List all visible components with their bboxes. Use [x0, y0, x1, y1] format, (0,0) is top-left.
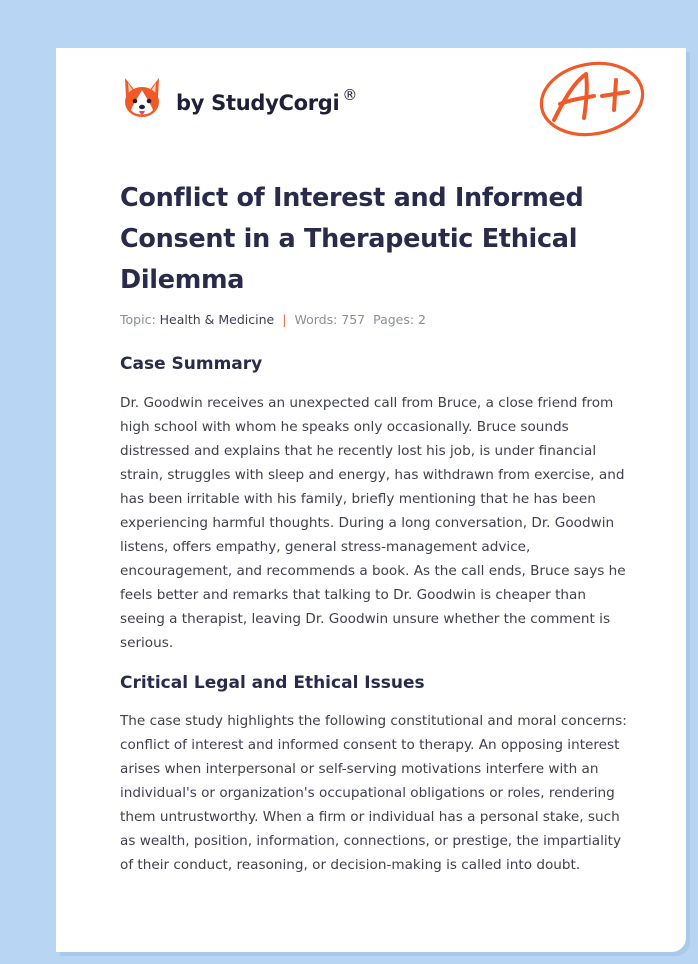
document-meta: [120, 312, 426, 327]
page-count: Pages: 2: [373, 312, 427, 327]
section-heading-legal-ethical-issues: Critical Legal and Ethical Issues: [120, 673, 425, 693]
section-heading-case-summary: Case Summary: [120, 354, 263, 374]
word-count: Words: 757: [294, 312, 366, 327]
registered-mark: ®: [342, 86, 358, 104]
studycorgi-logo[interactable]: [122, 76, 357, 120]
section-body-legal-ethical-issues: The case study highlights the following constitutional and moral concerns: conflict of interest and informed consent to therapy. An opposing interest arises when interpersonal or self-serving motivations interfere with an individual's or organization's occupational obligations or roles, rendering them untrustworthy. When a firm or individual has a personal stake, such as wealth, position, information, connections, or prestige, the impartiality of their conduct, reasoning, or decision-making is called into doubt.: [120, 713, 627, 873]
section-body-case-summary: Dr. Goodwin receives an unexpected call from Bruce, a close friend from high school with whom he speaks only occasionally. Bruce sounds distressed and explains that he recently lost his job, is under financial strain, struggles with sleep and energy, has withdrawn from exercise, and has been irritable with his family, briefly mentioning that he has been experiencing harmful thoughts. During a long conversation, Dr. Goodwin listens, offers empathy, general stress-management advice, encouragement, and recommends a book. As the call ends, Bruce says he feels better and remarks that talking to Dr. Goodwin is cheaper than seeing a therapist, leaving Dr. Goodwin unsure whether the comment is serious.: [120, 395, 626, 651]
meta-separator: |: [282, 312, 287, 327]
document-card: [56, 48, 686, 952]
topic-link[interactable]: Health & Medicine: [159, 312, 275, 327]
corgi-icon: [122, 76, 162, 120]
a-plus-grade-icon: [536, 60, 648, 146]
document-title: Conflict of Interest and Informed Consent in a Therapeutic Ethical Dilemma: [120, 183, 584, 295]
brand-name: by StudyCorgi ®: [176, 86, 358, 115]
topic-label: Topic:: [120, 312, 156, 327]
